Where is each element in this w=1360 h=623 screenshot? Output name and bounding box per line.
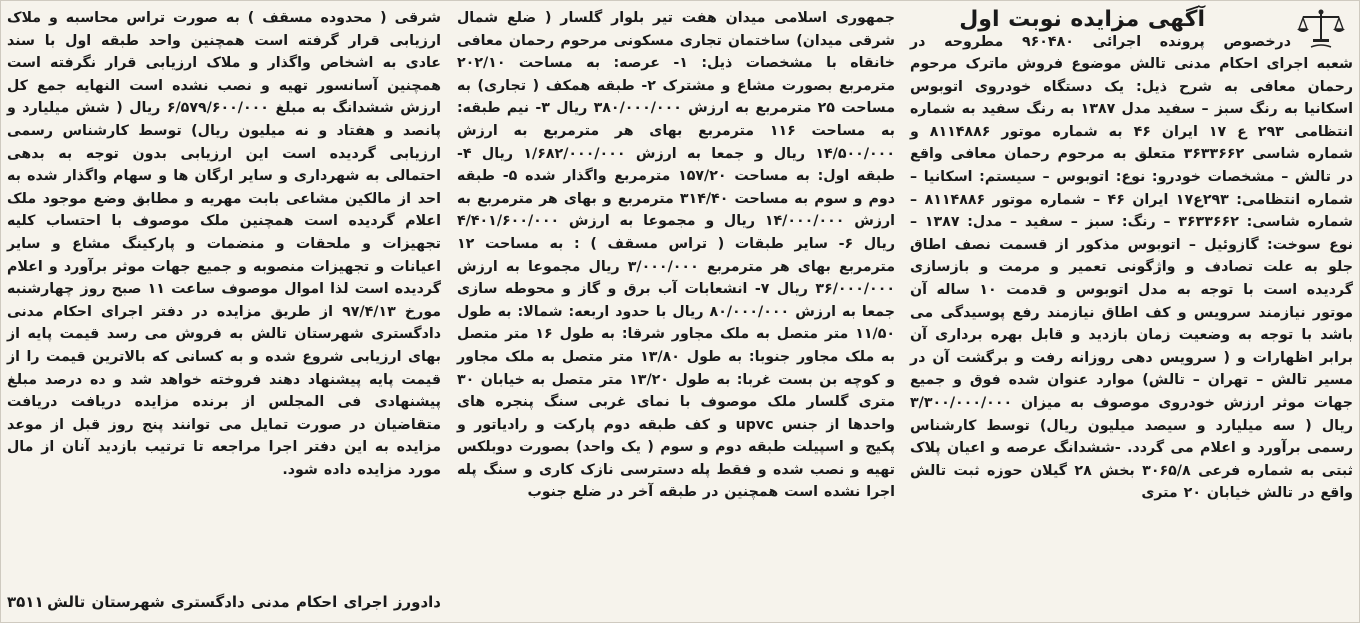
notice-body-col2: جمهوری اسلامی میدان هفت تیر بلوار گلسار ( ضلع شمال شرقی میدان) ساختمان تجاری مسکونی مرحوم رحمان معافی خانقاه با مشخصات ذیل: ۱- عرصه: به مساحت ۲۰۲/۱۰ مترمربع بصورت مشاع و مشترک ۲- طبقه همکف ( تجاری) به مساحت ۲۵ مترمربع به ارزش ۳۸۰/۰۰۰/۰۰۰ ریال ۳- نیم طبقه: به مساحت ۱۱۶ مترمربع بهای هر مترمربع به ارزش ۱۴/۵۰۰/۰۰۰ ریال و جمعا به ارزش ۱/۶۸۲/۰۰۰/۰۰۰ ریال ۴- طبقه اول: به مساحت ۱۵۷/۲۰ مترمربع واگذار شده ۵- طبقه دوم و سوم به مساحت ۳۱۴/۴۰ مترمربع و بهای هر مترمربع به ارزش ۱۴/۰۰۰/۰۰۰ ریال و مجموعا به ارزش ۴/۴۰۱/۶۰۰/۰۰۰ ریال ۶- سایر طبقات ( تراس مسقف ) : به مساحت ۱۲ مترمربع بهای هر مترمربع ۳/۰۰۰/۰۰۰ ریال مجموعا به ارزش ۳۶/۰۰۰/۰۰۰ ریال ۷- انشعابات آب برق و گاز و محوطه سازی جمعا به ارزش ۸۰/۰۰۰/۰۰۰ ریال با حدود اربعه: شمالا: به طول ۱۱/۵۰ متر متصل به ملک مجاور شرقا: به طول ۱۶ متر متصل به ملک مجاور جنوبا: به طول ۱۳/۸۰ متر متصل به ملک مجاور و کوچه بن بست غربا: به طول ۱۳/۲۰ متر متصل به خیابان ۳۰ متری گلسار ملک موصوف با نمای غربی سنگ پنجره های واحدها از جنس upvc و کف طبقه دوم پارکت و رادیاتور و پکیج و اسپیلت طبقه دوم و سوم ( یک واحد) بصورت دوبلکس تهیه و نصب شده و فقط پله دسترسی نازک کاری و سنگ پله اجرا نشده است همچنین در طبقه آخر در ضلع جنوب — [457, 10, 896, 501]
column-middle — [451, 7, 901, 622]
notice-body-col1: شعبه اجرای احکام مدنی تالش موضوع فروش ماترک مرحوم رحمان معافی به شرح ذیل: یک دستگاه خودروی اتوبوس اسکانیا به رنگ سبز – سفید مدل ۱۳۸۷ به رنگ سفید به شماره انتظامی ۲۹۳ ع ۱۷ ایران ۴۶ به شماره موتور ۸۱۱۴۸۸۶ و شماره شاسی ۳۶۳۳۶۶۲ متعلق به مرحوم رحمان معافی واقع در تالش – مشخصات خودرو: نوع: اتوبوس – سیستم: اسکانیا – شماره انتظامی: ۲۹۳ع۱۷ ایران ۴۶ – شماره موتور ۸۱۱۴۸۸۶ – شماره شاسی: ۳۶۳۳۶۶۲ – رنگ: سبز – سفید – مدل: ۱۳۸۷ – نوع سوخت: گازوئیل – اتوبوس مذکور از قسمت نصف اطاق جلو به علت تصادف و واژگونی تعمیر و مرمت و بازسازی گردیده است با توجه به مدل اتوبوس و قدمت ۱۰ ساله آن موتور نیازمند سرویس و کف اطاق نیازمند رفع پوسیدگی می باشد با توجه به وضعیت زمان بازدید و قابل بهره برداری آن برابر اظهارات و ( سرویس دهی روزانه رفت و برگشت آن در مسیر تالش – تهران – تالش) موارد عنوان شده فوق و جمیع جهات موثر ارزش خودروی موصوف به میزان ۳/۳۰۰/۰۰۰/۰۰۰ ریال ( سه میلیارد و سیصد میلیون ریال) توسط کارشناس رسمی برآورد و اعلام می گردد. -ششدانگ عرصه و اعیان پلاک ثبتی به شماره فرعی ۳۰۶۵/۸ بخش ۲۸ گیلان حوزه ثبت تالش واقع در تالش خیابان ۲۰ متری — [910, 56, 1354, 502]
column-right — [904, 7, 1359, 622]
notice-body-col3: شرقی ( محدوده مسقف ) به صورت تراس محاسبه و ملاک ارزیابی قرار گرفته است همچنین واحد طبقه اول با سند عادی به اشخاص واگذار و ملاک ارزیابی قرار نگرفته است همچنین آسانسور تهیه و نصب نشده است النهایه جمع کل ارزش ششدانگ به مبلغ ۶/۵۷۹/۶۰۰/۰۰۰ ریال ( شش میلیارد و پانصد و هفتاد و نه میلیون ریال) توسط کارشناس رسمی ارزیابی گردیده است این ارزیابی بدون توجه به بدهی احتمالی به شهرداری و سایر ارگان ها و سهام واگذار شده به احد از مالکین مشاعی بابت مهریه و مطابق وضع موجود ملک اعلام گردیده است همچنین ملک موصوف با احتساب کلیه تجهیزات و ملحقات و منضمات و پارکینگ مشاع و سایر اعیانات و تجهیزات منصوبه و جمیع جهات موثر برآورد و اعلام گردیده است لذا اموال موصوف ساعت ۱۱ صبح روز چهارشنبه مورخ ۹۷/۴/۱۳ از طریق مزایده در دفتر اجرای احکام مدنی دادگستری شهرستان تالش به فروش می رسد قیمت پایه از بهای ارزیابی شروع شده و به کسانی که بالاترین قیمت را از قیمت پایه پیشنهاد دهند فروخته خواهد شد و ده درصد مبلغ پیشنهادی فی المجلس از برنده مزایده دریافت دریافت متقاضیان در صورت تمایل می توانند پنج روز قبل از موعد مزایده به این دفتر اجرا مراجعه تا ترتیب بازدید آنان از مال مورد مزایده داده شود. — [7, 10, 441, 478]
notice-code: ۳۵۱۱ — [7, 593, 44, 612]
notice-header-line: درخصوص پرونده اجرائی ۹۶۰۴۸۰ مطروحه در — [910, 34, 1292, 50]
notice-title: آگهی مزایده نوبت اول — [959, 7, 1205, 32]
notice-header — [910, 7, 1353, 53]
signature: دادورز اجرای احکام مدنی دادگستری شهرستان تالش — [47, 593, 441, 612]
scales-of-justice-icon — [1293, 7, 1349, 51]
signature-line — [7, 591, 441, 614]
column-left — [1, 7, 447, 622]
